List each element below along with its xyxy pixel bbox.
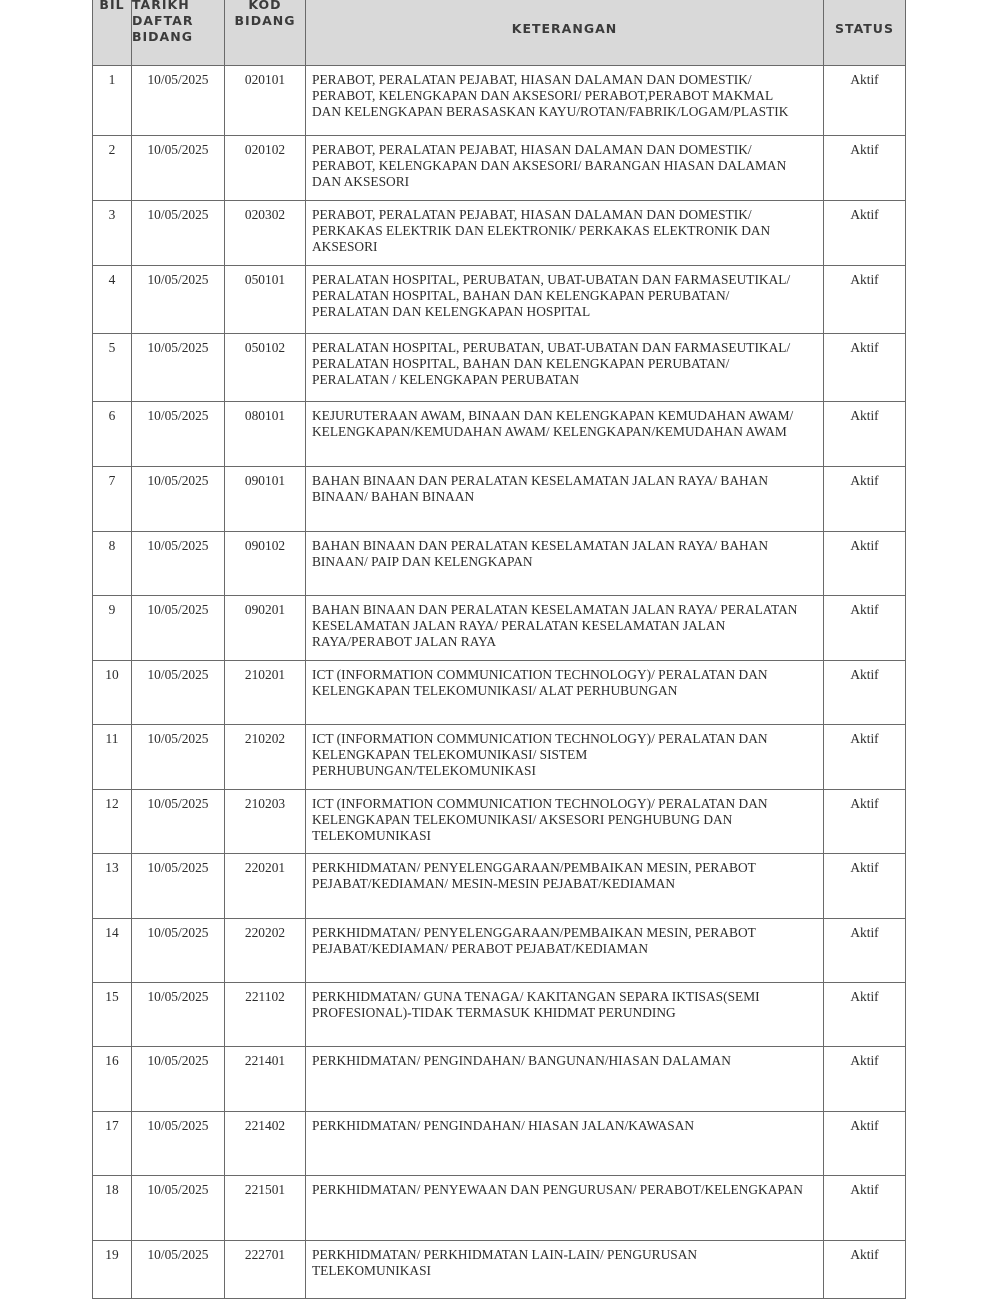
cell-bil-text: 5	[108, 340, 116, 355]
cell-bil	[93, 790, 132, 854]
cell-kod	[225, 1047, 306, 1112]
cell-tarikh	[132, 66, 225, 136]
cell-keterangan-text: PERKHIDMATAN/ PENGINDAHAN/ HIASAN JALAN/KAWASAN	[312, 1118, 695, 1133]
cell-status	[824, 136, 906, 201]
cell-keterangan-text: PERKHIDMATAN/ PERKHIDMATAN LAIN-LAIN/ PENGURUSAN TELEKOMUNIKASI	[312, 1247, 698, 1278]
cell-status	[824, 1241, 906, 1299]
cell-kod	[225, 1241, 306, 1299]
cell-keterangan-text: PERKHIDMATAN/ PENYELENGGARAAN/PEMBAIKAN MESIN, PERABOT PEJABAT/KEDIAMAN/ MESIN-MESIN PEJABAT/KEDIAMAN	[312, 860, 756, 891]
cell-keterangan-text: BAHAN BINAAN DAN PERALATAN KESELAMATAN JALAN RAYA/ PERALATAN KESELAMATAN JALAN RAYA/ PERALATAN KESELAMATAN JALAN RAYA/PERABOT JALAN RAYA	[312, 602, 798, 649]
cell-keterangan-text: PERALATAN HOSPITAL, PERUBATAN, UBAT-UBATAN DAN FARMASEUTIKAL/ PERALATAN HOSPITAL, BAHAN DAN KELENGKAPAN PERUBATAN/ PERALATAN DAN KELENGKAPAN HOSPITAL	[312, 272, 791, 319]
cell-bil	[93, 854, 132, 919]
table-row	[93, 790, 906, 854]
table-row	[93, 467, 906, 532]
cell-tarikh	[132, 596, 225, 661]
cell-status-text: Aktif	[850, 340, 879, 355]
cell-status	[824, 661, 906, 725]
cell-keterangan-text: PERABOT, PERALATAN PEJABAT, HIASAN DALAMAN DAN DOMESTIK/ PERABOT, KELENGKAPAN DAN AKSESORI/ BARANGAN HIASAN DALAMAN DAN AKSESORI	[312, 142, 787, 189]
cell-keterangan-text: ICT (INFORMATION COMMUNICATION TECHNOLOGY)/ PERALATAN DAN KELENGKAPAN TELEKOMUNIKASI/ AKSESORI PENGHUBUNG DAN TELEKOMUNIKASI	[312, 796, 768, 843]
cell-status-text: Aktif	[850, 473, 879, 488]
cell-tarikh-text: 10/05/2025	[147, 340, 209, 355]
cell-tarikh-text: 10/05/2025	[147, 538, 209, 553]
cell-keterangan	[306, 919, 824, 983]
cell-tarikh	[132, 919, 225, 983]
cell-status-text: Aktif	[850, 1053, 879, 1068]
cell-kod	[225, 66, 306, 136]
cell-bil	[93, 266, 132, 334]
cell-status-text: Aktif	[850, 860, 879, 875]
cell-tarikh	[132, 402, 225, 467]
cell-keterangan	[306, 136, 824, 201]
cell-tarikh	[132, 334, 225, 402]
cell-status-text: Aktif	[850, 272, 879, 287]
cell-kod	[225, 661, 306, 725]
cell-keterangan	[306, 790, 824, 854]
cell-keterangan	[306, 725, 824, 790]
cell-keterangan	[306, 1047, 824, 1112]
cell-tarikh-text: 10/05/2025	[147, 207, 209, 222]
cell-tarikh	[132, 1176, 225, 1241]
cell-kod-text: 050102	[244, 340, 286, 355]
cell-status-text: Aktif	[850, 207, 879, 222]
cell-bil-text: 8	[108, 538, 116, 553]
cell-tarikh	[132, 136, 225, 201]
cell-bil-text: 13	[105, 860, 119, 875]
cell-status-text: Aktif	[850, 989, 879, 1004]
cell-status	[824, 919, 906, 983]
cell-keterangan-text: PERKHIDMATAN/ PENYELENGGARAAN/PEMBAIKAN MESIN, PERABOT PEJABAT/KEDIAMAN/ PERABOT PEJABAT/KEDIAMAN	[312, 925, 756, 956]
header-kod-line2: BIDANG	[234, 13, 296, 28]
cell-bil	[93, 1241, 132, 1299]
cell-keterangan-text: BAHAN BINAAN DAN PERALATAN KESELAMATAN JALAN RAYA/ BAHAN BINAAN/ PAIP DAN KELENGKAPAN	[312, 538, 768, 569]
cell-bil	[93, 1047, 132, 1112]
cell-kod	[225, 201, 306, 266]
cell-bil-text: 16	[105, 1053, 119, 1068]
cell-tarikh-text: 10/05/2025	[147, 796, 209, 811]
table-row	[93, 1047, 906, 1112]
cell-kod-text: 220202	[244, 925, 286, 940]
cell-kod-text: 090102	[244, 538, 286, 553]
cell-tarikh	[132, 983, 225, 1047]
cell-tarikh-text: 10/05/2025	[147, 72, 209, 87]
cell-bil	[93, 1112, 132, 1176]
cell-bil	[93, 136, 132, 201]
cell-keterangan	[306, 334, 824, 402]
cell-kod-text: 050101	[244, 272, 286, 287]
bidang-table	[92, 0, 906, 1299]
table-row	[93, 1176, 906, 1241]
cell-bil-text: 15	[105, 989, 119, 1004]
table-row	[93, 725, 906, 790]
cell-keterangan	[306, 854, 824, 919]
table-row	[93, 854, 906, 919]
cell-kod-text: 210201	[244, 667, 286, 682]
cell-tarikh-text: 10/05/2025	[147, 860, 209, 875]
cell-tarikh-text: 10/05/2025	[147, 989, 209, 1004]
cell-keterangan	[306, 467, 824, 532]
cell-keterangan-text: BAHAN BINAAN DAN PERALATAN KESELAMATAN JALAN RAYA/ BAHAN BINAAN/ BAHAN BINAAN	[312, 473, 768, 504]
cell-kod-text: 090101	[244, 473, 286, 488]
cell-tarikh	[132, 1241, 225, 1299]
cell-status	[824, 790, 906, 854]
cell-keterangan-text: PERKHIDMATAN/ GUNA TENAGA/ KAKITANGAN SEPARA IKTISAS(SEMI PROFESIONAL)-TIDAK TERMASUK KHIDMAT PERUNDING	[312, 989, 760, 1020]
cell-keterangan	[306, 66, 824, 136]
header-tarikh-line2: DAFTAR	[132, 13, 194, 28]
cell-tarikh	[132, 725, 225, 790]
cell-keterangan	[306, 1241, 824, 1299]
cell-tarikh	[132, 467, 225, 532]
cell-keterangan	[306, 1176, 824, 1241]
header-bil-label: BIL	[99, 0, 125, 12]
cell-tarikh	[132, 661, 225, 725]
cell-bil	[93, 919, 132, 983]
cell-kod	[225, 854, 306, 919]
header-bil	[93, 0, 132, 66]
cell-bil-text: 19	[105, 1247, 119, 1262]
cell-tarikh	[132, 266, 225, 334]
cell-kod	[225, 266, 306, 334]
cell-tarikh-text: 10/05/2025	[147, 731, 209, 746]
cell-tarikh-text: 10/05/2025	[147, 667, 209, 682]
cell-keterangan	[306, 983, 824, 1047]
cell-status-text: Aktif	[850, 1118, 879, 1133]
cell-bil-text: 11	[105, 731, 119, 746]
cell-status	[824, 334, 906, 402]
header-status-label: STATUS	[835, 21, 894, 36]
cell-status	[824, 596, 906, 661]
cell-bil-text: 2	[108, 142, 116, 157]
cell-kod	[225, 919, 306, 983]
cell-keterangan-text: PERABOT, PERALATAN PEJABAT, HIASAN DALAMAN DAN DOMESTIK/ PERABOT, KELENGKAPAN DAN AKSESORI/ PERABOT,PERABOT MAKMAL DAN KELENGKAPAN BERASASKAN KAYU/ROTAN/FABRIK/LOGAM/PLASTIK	[312, 72, 789, 119]
cell-bil	[93, 725, 132, 790]
cell-status	[824, 1112, 906, 1176]
cell-kod-text: 222701	[244, 1247, 286, 1262]
cell-kod-text: 020302	[244, 207, 286, 222]
cell-keterangan-text: PERKHIDMATAN/ PENGINDAHAN/ BANGUNAN/HIASAN DALAMAN	[312, 1053, 731, 1068]
cell-keterangan-text: KEJURUTERAAN AWAM, BINAAN DAN KELENGKAPAN KEMUDAHAN AWAM/ KELENGKAPAN/KEMUDAHAN AWAM/ KELENGKAPAN/KEMUDAHAN AWAM	[312, 408, 794, 439]
header-tarikh	[132, 0, 225, 66]
cell-kod	[225, 334, 306, 402]
cell-kod	[225, 532, 306, 596]
cell-bil	[93, 596, 132, 661]
cell-bil	[93, 66, 132, 136]
cell-status-text: Aktif	[850, 142, 879, 157]
cell-kod-text: 221401	[244, 1053, 286, 1068]
cell-bil-text: 10	[105, 667, 119, 682]
header-keterangan-label: KETERANGAN	[511, 21, 618, 36]
cell-status	[824, 725, 906, 790]
cell-kod-text: 020102	[244, 142, 286, 157]
cell-status	[824, 983, 906, 1047]
cell-keterangan-text: PERABOT, PERALATAN PEJABAT, HIASAN DALAMAN DAN DOMESTIK/ PERKAKAS ELEKTRIK DAN ELEKTRONIK/ PERKAKAS ELEKTRONIK DAN AKSESORI	[312, 207, 771, 254]
cell-status	[824, 467, 906, 532]
cell-bil-text: 12	[105, 796, 119, 811]
cell-tarikh-text: 10/05/2025	[147, 142, 209, 157]
cell-status	[824, 1176, 906, 1241]
header-kod-line1: KOD	[248, 0, 282, 12]
cell-status-text: Aktif	[850, 602, 879, 617]
cell-status-text: Aktif	[850, 731, 879, 746]
cell-tarikh-text: 10/05/2025	[147, 1118, 209, 1133]
cell-status-text: Aktif	[850, 1182, 879, 1197]
table-row	[93, 661, 906, 725]
table-row	[93, 136, 906, 201]
cell-kod	[225, 790, 306, 854]
cell-bil	[93, 201, 132, 266]
cell-bil-text: 6	[108, 408, 116, 423]
table-row	[93, 919, 906, 983]
cell-tarikh	[132, 201, 225, 266]
cell-bil-text: 14	[105, 925, 119, 940]
table-row	[93, 334, 906, 402]
cell-status	[824, 1047, 906, 1112]
cell-keterangan	[306, 201, 824, 266]
cell-bil	[93, 334, 132, 402]
cell-kod-text: 020101	[244, 72, 286, 87]
cell-bil-text: 7	[108, 473, 116, 488]
table-row	[93, 596, 906, 661]
header-status	[824, 0, 906, 66]
cell-kod	[225, 725, 306, 790]
cell-kod	[225, 1112, 306, 1176]
cell-bil	[93, 532, 132, 596]
cell-status-text: Aktif	[850, 72, 879, 87]
cell-status	[824, 854, 906, 919]
cell-kod	[225, 1176, 306, 1241]
cell-tarikh-text: 10/05/2025	[147, 1247, 209, 1262]
cell-keterangan-text: ICT (INFORMATION COMMUNICATION TECHNOLOGY)/ PERALATAN DAN KELENGKAPAN TELEKOMUNIKASI/ ALAT PERHUBUNGAN	[312, 667, 768, 698]
cell-keterangan-text: PERKHIDMATAN/ PENYEWAAN DAN PENGURUSAN/ PERABOT/KELENGKAPAN	[312, 1182, 803, 1197]
cell-tarikh	[132, 1047, 225, 1112]
cell-bil	[93, 983, 132, 1047]
cell-status-text: Aktif	[850, 667, 879, 682]
cell-status	[824, 66, 906, 136]
cell-kod-text: 221402	[244, 1118, 286, 1133]
header-tarikh-line1: TARIKH	[132, 0, 190, 12]
table-row	[93, 201, 906, 266]
cell-keterangan	[306, 661, 824, 725]
cell-bil-text: 9	[108, 602, 116, 617]
cell-bil-text: 18	[105, 1182, 119, 1197]
table-row	[93, 1112, 906, 1176]
cell-bil	[93, 467, 132, 532]
cell-tarikh-text: 10/05/2025	[147, 1182, 209, 1197]
cell-tarikh-text: 10/05/2025	[147, 272, 209, 287]
cell-bil-text: 4	[108, 272, 116, 287]
cell-keterangan-text: PERALATAN HOSPITAL, PERUBATAN, UBAT-UBATAN DAN FARMASEUTIKAL/ PERALATAN HOSPITAL, BAHAN DAN KELENGKAPAN PERUBATAN/ PERALATAN / KELENGKAPAN PERUBATAN	[312, 340, 791, 387]
cell-keterangan-text: ICT (INFORMATION COMMUNICATION TECHNOLOGY)/ PERALATAN DAN KELENGKAPAN TELEKOMUNIKASI/ SISTEM PERHUBUNGAN/TELEKOMUNIKASI	[312, 731, 768, 778]
document-page	[92, 0, 905, 1299]
cell-bil-text: 1	[108, 72, 116, 87]
header-tarikh-line3: BIDANG	[132, 29, 193, 44]
cell-status-text: Aktif	[850, 925, 879, 940]
table-row	[93, 1241, 906, 1299]
header-row	[93, 0, 906, 66]
cell-kod-text: 210202	[244, 731, 286, 746]
cell-bil	[93, 402, 132, 467]
header-kod	[225, 0, 306, 66]
table-row	[93, 266, 906, 334]
table-row	[93, 66, 906, 136]
cell-kod-text: 080101	[244, 408, 286, 423]
cell-bil	[93, 1176, 132, 1241]
cell-kod	[225, 136, 306, 201]
table-row	[93, 402, 906, 467]
cell-tarikh-text: 10/05/2025	[147, 602, 209, 617]
cell-tarikh	[132, 1112, 225, 1176]
cell-kod-text: 220201	[244, 860, 286, 875]
cell-bil	[93, 661, 132, 725]
cell-tarikh-text: 10/05/2025	[147, 473, 209, 488]
cell-tarikh	[132, 790, 225, 854]
cell-status-text: Aktif	[850, 796, 879, 811]
header-keterangan	[306, 0, 824, 66]
cell-keterangan	[306, 596, 824, 661]
cell-kod-text: 090201	[244, 602, 286, 617]
cell-tarikh	[132, 854, 225, 919]
cell-status	[824, 532, 906, 596]
cell-kod	[225, 402, 306, 467]
cell-kod-text: 221501	[244, 1182, 286, 1197]
cell-keterangan	[306, 402, 824, 467]
cell-status-text: Aktif	[850, 1247, 879, 1262]
cell-keterangan	[306, 266, 824, 334]
cell-kod	[225, 983, 306, 1047]
cell-status	[824, 201, 906, 266]
cell-kod	[225, 467, 306, 532]
cell-bil-text: 17	[105, 1118, 119, 1133]
cell-kod-text: 221102	[245, 989, 285, 1004]
cell-status-text: Aktif	[850, 408, 879, 423]
table-row	[93, 532, 906, 596]
cell-kod-text: 210203	[244, 796, 286, 811]
cell-status	[824, 266, 906, 334]
cell-keterangan	[306, 1112, 824, 1176]
cell-kod	[225, 596, 306, 661]
cell-tarikh-text: 10/05/2025	[147, 408, 209, 423]
cell-bil-text: 3	[108, 207, 116, 222]
cell-status-text: Aktif	[850, 538, 879, 553]
cell-tarikh-text: 10/05/2025	[147, 925, 209, 940]
table-row	[93, 983, 906, 1047]
cell-tarikh	[132, 532, 225, 596]
table-body	[93, 66, 906, 1299]
cell-keterangan	[306, 532, 824, 596]
cell-tarikh-text: 10/05/2025	[147, 1053, 209, 1068]
cell-status	[824, 402, 906, 467]
